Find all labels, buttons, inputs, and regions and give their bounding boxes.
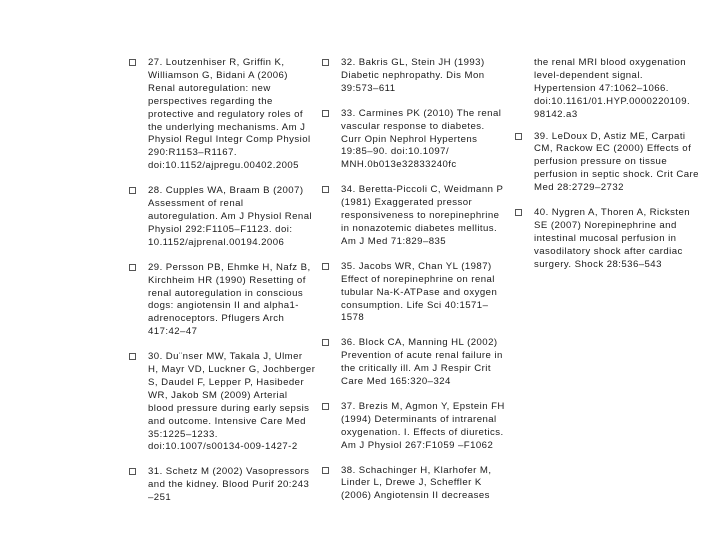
- bullet-icon: [129, 59, 136, 66]
- reference-text: 39. LeDoux D, Astiz ME, Carpati CM, Rackow EC (2000) Effects of perfusion pressure on tissue perfusion in septic shock. Crit Care Med 28:2729–2732: [534, 130, 699, 194]
- reference-item: [341, 57, 506, 96]
- bullet-icon: [515, 209, 522, 216]
- reference-text: 38. Schachinger H, Klarhofer M, Linder L, Drewe J, Scheffler K (2006) Angiotensin II decreases: [341, 464, 492, 502]
- reference-item: [534, 131, 702, 196]
- bullet-icon: [515, 133, 522, 140]
- bullet-icon: [129, 468, 136, 475]
- bullet-icon: [322, 186, 329, 193]
- reference-item: [148, 351, 316, 454]
- reference-text: 27. Loutzenhiser R, Griffin K, Williamson G, Bidani A (2006) Renal autoregulation: new perspectives regarding the protective and regulatory roles of the underlying mechanisms. Am J Physiol Regul Integr Comp Physiol 290:R1153–R1167. doi:10.1152/ajpregu.00402.2005: [148, 57, 311, 172]
- bullet-icon: [129, 264, 136, 271]
- reference-text: 36. Block CA, Manning HL (2002) Prevention of acute renal failure in the critically ill. Am J Respir Crit Care Med 165:320–324: [341, 337, 503, 388]
- reference-item: [341, 401, 506, 453]
- reference-item: [341, 184, 506, 249]
- reference-text: 30. Du¨nser MW, Takala J, Ulmer H, Mayr VD, Luckner G, Jochberger S, Daudel F, Lepper P, Hasibeder WR, Jakob SM (2009) Arterial blood pressure during early sepsis and outcome. Intensive Care Med 35:1225–1233. doi:10.1007/s00134-009-1427-2: [148, 351, 316, 453]
- reference-item: [341, 337, 506, 389]
- bullet-icon: [322, 59, 329, 66]
- reference-item: [148, 466, 316, 505]
- bullet-icon: [129, 187, 136, 194]
- reference-text: 37. Brezis M, Agmon Y, Epstein FH (1994) Determinants of intrarenal oxygenation. I. Effects of diuretics. Am J Physiol 267:F1059 –F1062: [341, 400, 505, 451]
- reference-text: 35. Jacobs WR, Chan YL (1987) Effect of norepinephrine on renal tubular Na-K-ATPase and oxygen consumption. Life Sci 40:1571–1578: [341, 260, 498, 324]
- reference-text: 32. Bakris GL, Stein JH (1993) Diabetic nephropathy. Dis Mon 39:573–611: [341, 57, 485, 94]
- reference-column-2: [341, 57, 506, 515]
- reference-text: 33. Carmines PK (2010) The renal vascular response to diabetes. Curr Opin Nephrol Hypertens 19:85–90. doi:10.1097/ MNH.0b013e32833240fc: [341, 107, 502, 171]
- reference-column-3: [534, 57, 702, 284]
- bullet-icon: [322, 403, 329, 410]
- reference-item: [341, 465, 506, 504]
- reference-text: 29. Persson PB, Ehmke H, Nafz B, Kirchheim HR (1990) Resetting of renal autoregulation in conscious dogs: angiotensin II and alpha1-adrenoceptors. Pflugers Arch 417:42–47: [148, 261, 311, 338]
- reference-item: [534, 207, 702, 272]
- reference-text: 28. Cupples WA, Braam B (2007) Assessment of renal autoregulation. Am J Physiol Renal Physiol 292:F1105–F1123. doi: 10.1152/ajprenal.00194.2006: [148, 185, 313, 248]
- bullet-icon: [129, 353, 136, 360]
- bullet-icon: [322, 467, 329, 474]
- bullet-icon: [322, 110, 329, 117]
- reference-text: 31. Schetz M (2002) Vasopressors and the kidney. Blood Purif 20:243 –251: [148, 466, 310, 504]
- reference-item: [148, 262, 316, 339]
- bullet-icon: [322, 263, 329, 270]
- reference-continuation: [534, 57, 702, 122]
- reference-text: 34. Beretta-Piccoli C, Weidmann P (1981) Exaggerated pressor responsiveness to norepinephrine in nonazotemic diabetes mellitus. Am J Med 71:829–835: [341, 184, 504, 247]
- bullet-icon: [322, 339, 329, 346]
- reference-item: [148, 57, 316, 173]
- reference-column-1: [148, 57, 316, 517]
- reference-text: 40. Nygren A, Thoren A, Ricksten SE (2007) Norepinephrine and intestinal mucosal perfusion in vasodilatory shock after cardiac surgery. Shock 28:536–543: [534, 207, 691, 270]
- reference-item: [148, 185, 316, 250]
- reference-item: [341, 108, 506, 173]
- reference-text: the renal MRI blood oxygenation level-dependent signal. Hypertension 47:1062–1066. doi:10.1161/01.HYP.0000220109. 98142.a3: [534, 57, 691, 120]
- reference-item: [341, 261, 506, 326]
